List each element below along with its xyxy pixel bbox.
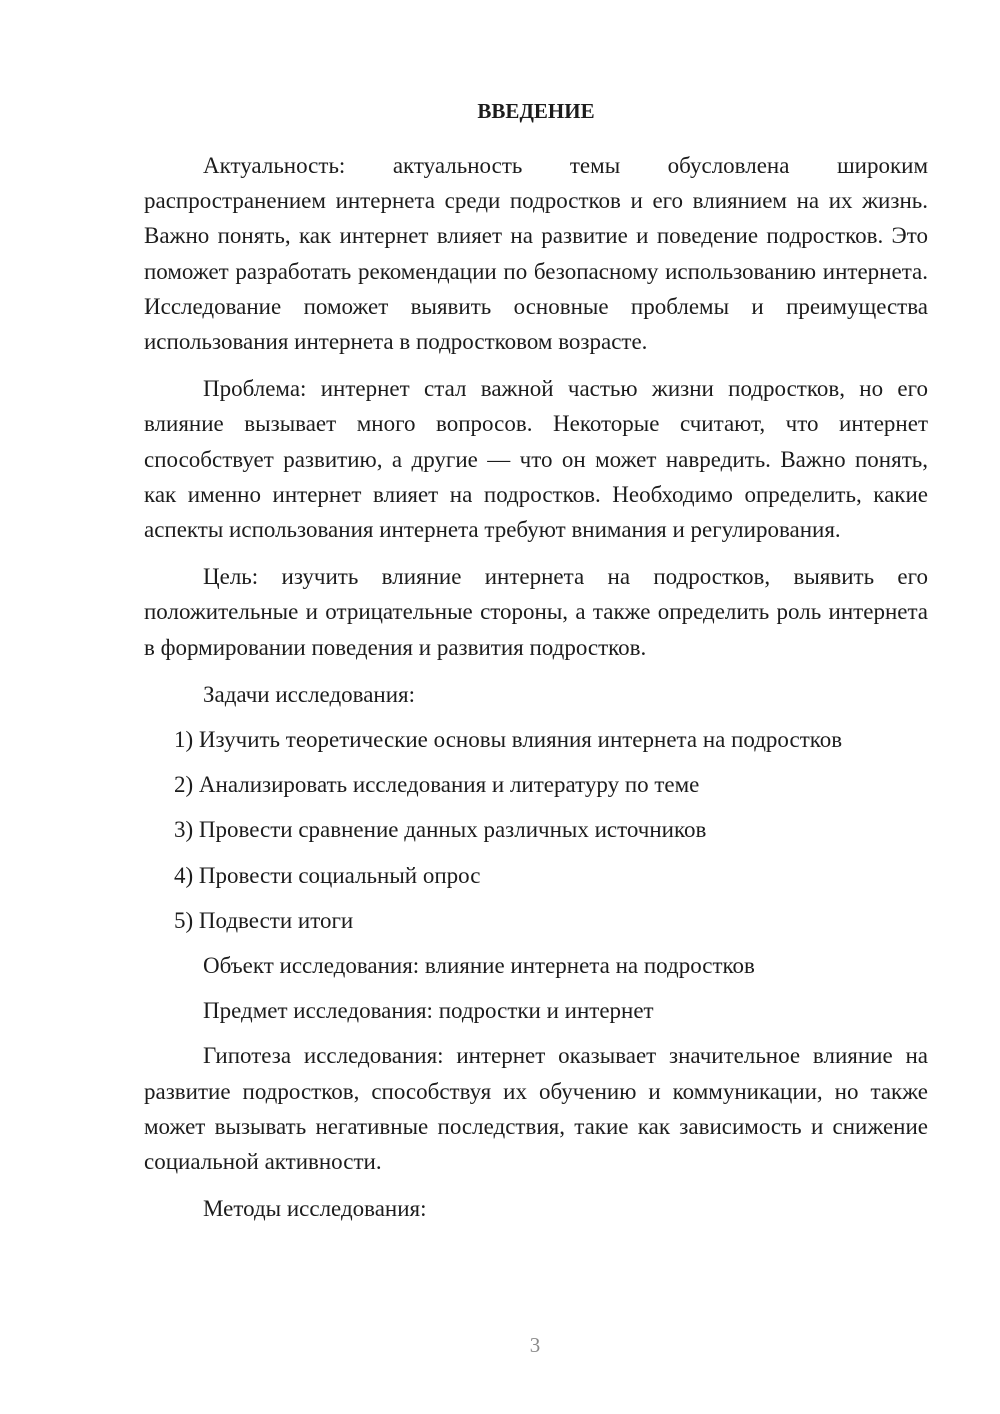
task-item-2: 2) Анализировать исследования и литературу по теме bbox=[174, 772, 700, 798]
methods-heading: Методы исследования: bbox=[203, 1196, 427, 1222]
tasks-heading: Задачи исследования: bbox=[203, 681, 416, 707]
task-item-3: 3) Провести сравнение данных различных источников bbox=[174, 817, 707, 843]
task-item-4: 4) Провести социальный опрос bbox=[174, 862, 481, 888]
research-object: Объект исследования: влияние интернета на подростков bbox=[203, 953, 755, 979]
paragraph-hypothesis: Гипотеза исследования: интернет оказывает значительное влияние на развитие подростков, способствуя их обучению и коммуникации, но также может вызывать негативные последствия, такие как зависимость и снижение социальной активности. bbox=[144, 1043, 928, 1175]
task-item-1: 1) Изучить теоретические основы влияния интернета на подростков bbox=[174, 727, 843, 753]
paragraph-problem: Проблема: интернет стал важной частью жизни подростков, но его влияние вызывает много вопросов. Некоторые считают, что интернет способствует развитию, а другие — что он может навредить. Важно понять, как именно интернет влияет на подростков. Необходимо определить, какие аспекты использования интернета требуют внимания и регулирования. bbox=[144, 376, 928, 543]
task-item-5: 5) Подвести итоги bbox=[174, 907, 354, 933]
document-page bbox=[144, 96, 928, 1226]
section-title: ВВЕДЕНИЕ bbox=[477, 99, 595, 123]
paragraph-relevance: Актуальность: актуальность темы обусловлена широким распространением интернета среди подростков и его влиянием на их жизнь. Важно понять, как интернет влияет на развитие и поведение подростков. Это поможет разработать рекомендации по безопасному использованию интернета. Исследование поможет выявить основные проблемы и преимущества использования интернета в подростковом возрасте. bbox=[144, 153, 928, 355]
page-number: 3 bbox=[529, 1333, 541, 1357]
research-subject: Предмет исследования: подростки и интернет bbox=[203, 998, 654, 1024]
paragraph-goal: Цель: изучить влияние интернета на подростков, выявить его положительные и отрицательные стороны, а также определить роль интернета в формировании поведения и развития подростков. bbox=[144, 564, 928, 660]
